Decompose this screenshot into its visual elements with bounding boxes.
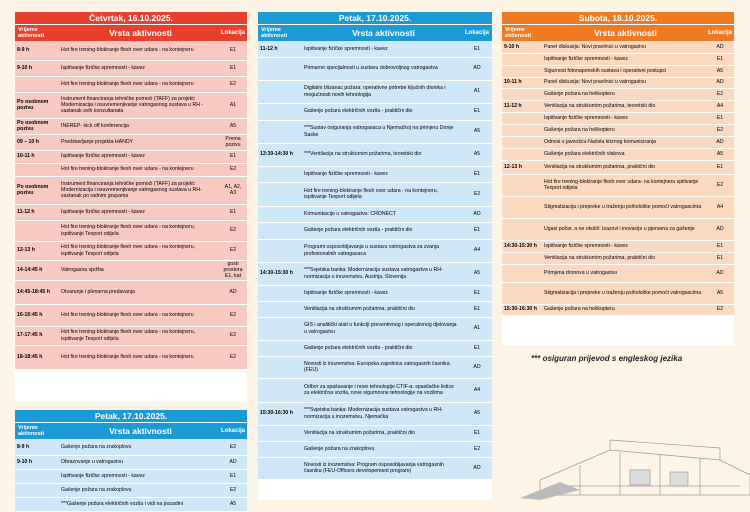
schedule-row (502, 100, 734, 112)
time-cell (258, 425, 302, 441)
time-cell: 09 – 10 h (15, 134, 59, 150)
friday-small-column-header (15, 422, 247, 439)
time-cell (258, 441, 302, 457)
location-cell: E1 (219, 60, 247, 76)
schedule-row (15, 204, 247, 220)
activity-cell: Programi osposobljavanja u sustavu vatrogastva za zvanja profesionalnih vatrogasaca (302, 239, 462, 262)
time-cell: 8-9 h (15, 41, 59, 60)
time-cell: Po osobnom pozivu (15, 118, 59, 134)
location-cell: A5 (706, 65, 734, 77)
activity-cell: Hot fire trening-blokiranje flesh over udara - na kontejneru (59, 345, 219, 369)
schedule-row (258, 182, 492, 206)
schedule-row (502, 53, 734, 65)
activity-cell: ***Sustav osiguranja vatrogasaca u Njemačkoj na primjeru Donje Saske (302, 120, 462, 143)
activity-cell: Vatrogasna vježba (59, 260, 219, 280)
activity-cell: Ventilacija na strukturnim požarima, praktični dio (542, 160, 706, 174)
schedule-row (258, 120, 492, 143)
time-header: Vrijeme aktivnosti (18, 425, 45, 437)
location-cell: E1 (219, 204, 247, 220)
time-cell (258, 301, 302, 317)
time-cell: 15:30-16:30 h (502, 304, 542, 315)
activity-cell: Ispitivanje fizičke spremnosti - kavez (302, 166, 462, 182)
location-cell: A1 (462, 317, 492, 340)
time-header: Vrijeme aktivnosti (18, 27, 45, 39)
friday-small-schedule (15, 410, 247, 507)
translation-footnote: *** osiguran prijevod s engleskog jezika (531, 354, 683, 363)
activity-cell: Hot fire trening-blokiranje flesh over udara - na kontejneru, ispitivanje Texport odijela (59, 241, 219, 260)
location-cell: AD (462, 457, 492, 479)
location-cell: A5 (462, 120, 492, 143)
schedule-row (502, 304, 734, 315)
schedule-row (258, 239, 492, 262)
schedule-row (258, 166, 492, 182)
activity-cell: Gašenje požara na helikopteru (542, 124, 706, 136)
activity-cell: Otvaranje i plenarna predavanja (59, 280, 219, 304)
location-cell: E1 (462, 301, 492, 317)
location-cell: A4 (706, 196, 734, 218)
saturday-table (502, 41, 734, 316)
thursday-column-header (15, 24, 247, 41)
time-cell: 8-9 h (15, 439, 59, 455)
schedule-row (502, 148, 734, 160)
location-cell: E1 (219, 469, 247, 483)
activity-cell: Instrument financiranja tehničke pomoći (TAFF) za projekt: Modernizacija i osuvremenjivanje vatrogasnog sustava u RH - sastanak svih konzultanata (59, 92, 219, 118)
time-cell: Po osobnom pozivu (15, 176, 59, 204)
schedule-row (258, 457, 492, 479)
time-cell: 18-18:45 h (15, 345, 59, 369)
time-cell: 10-11 h (15, 150, 59, 163)
schedule-row (258, 262, 492, 285)
time-cell (258, 378, 302, 402)
location-cell: E2 (219, 220, 247, 241)
location-cell: E1 (706, 112, 734, 124)
time-cell (258, 57, 302, 80)
location-cell: E1 (706, 240, 734, 252)
activity-cell: Predstavljanje projekta HANDY (59, 134, 219, 150)
activity-header: Vrsta aktivnosti (109, 28, 172, 38)
schedule-row (502, 282, 734, 304)
schedule-row (502, 240, 734, 252)
time-cell (502, 282, 542, 304)
time-cell (258, 317, 302, 340)
saturday-title: Subota, 18.10.2025. (502, 12, 734, 24)
location-cell: E1 (706, 53, 734, 65)
friday-small-title: Petak, 17.10.2025. (15, 410, 247, 422)
location-cell: AD (462, 356, 492, 378)
friday-column-header (258, 24, 492, 41)
schedule-row (502, 65, 734, 77)
location-header: Lokacija (464, 30, 489, 36)
location-cell: A4 (462, 378, 492, 402)
location-cell: E2 (462, 441, 492, 457)
time-cell: 11-12 h (15, 204, 59, 220)
schedule-row (258, 441, 492, 457)
time-cell: 15:30-16:30 h (258, 402, 302, 425)
activity-cell: Gašenje požara na helikopteru (542, 304, 706, 315)
time-cell: 9-10 h (502, 41, 542, 53)
time-cell: 14:30-15:30 h (502, 240, 542, 252)
activity-cell: Ventilacija na strukturnim požarima, praktični dio (542, 252, 706, 264)
time-cell (502, 196, 542, 218)
time-cell (258, 103, 302, 120)
time-cell: Po osobnom pozivu (15, 92, 59, 118)
location-cell: A4 (462, 239, 492, 262)
activity-cell: Instrument financiranja tehničke pomoći (TAFF) za projekt: Modernizacija i osuvremenjivanje vatrogasnog sustava u RH- sastanak po radnim grupama (59, 176, 219, 204)
activity-cell: Hot fire trening-blokiranje flesh over udara - na kontejneru (59, 41, 219, 60)
schedule-row (258, 57, 492, 80)
location-cell: A5 (706, 282, 734, 304)
schedule-row (15, 469, 247, 483)
location-cell: A4 (706, 100, 734, 112)
activity-cell: Stigmatizacija i prepreke u traženju psihološke pomoći vatrogascima (542, 282, 706, 304)
activity-cell: Ispitivanje fizičke spremnosti - kavez (542, 240, 706, 252)
activity-cell: Hot fire trening-blokiranje flesh over udara - na kontejneru, ispitivanje Texport odijela (59, 326, 219, 345)
schedule-row (502, 160, 734, 174)
schedule-row (502, 196, 734, 218)
location-cell: E2 (706, 124, 734, 136)
schedule-row (15, 60, 247, 76)
activity-cell: Ispitivanje fizičke spremnosti - kavez (542, 112, 706, 124)
schedule-row (15, 163, 247, 176)
time-cell (15, 497, 59, 511)
time-cell (15, 220, 59, 241)
location-cell: E2 (219, 76, 247, 92)
location-cell: A1 (462, 80, 492, 103)
time-cell: 16-16:45 h (15, 304, 59, 326)
schedule-row (15, 280, 247, 304)
time-cell (258, 182, 302, 206)
location-header: Lokacija (220, 30, 245, 36)
activity-cell: Ispitivanje fizičke spremnosti - kavez (59, 150, 219, 163)
location-cell: E1 (219, 150, 247, 163)
time-cell (258, 80, 302, 103)
schedule-row (258, 41, 492, 57)
location-header: Lokacija (220, 428, 245, 434)
time-cell (258, 285, 302, 301)
location-cell: E1 (219, 41, 247, 60)
time-cell (15, 483, 59, 497)
location-cell: AD (462, 57, 492, 80)
activity-cell: Odnosi s javnošću-Načela kriznog komuniciranja (542, 136, 706, 148)
schedule-row (502, 264, 734, 282)
activity-cell: Hot fire trening-blokiranje flesh over udara - na kontejneru, ispitivanje Texport odijela (59, 220, 219, 241)
activity-cell: ***Ventilacija na strukturnim požarima, teoretski dio (302, 143, 462, 166)
activity-cell: Stigmatizacija i prepreke u traženju psihološke pomoći vatrogascima (542, 196, 706, 218)
activity-cell: Gašenje požara električnih vozila - praktični dio (302, 340, 462, 356)
activity-cell: Ispitivanje fizičke spremnosti - kavez (59, 204, 219, 220)
activity-cell: Primarne specijalnosti u sustavu dobrovoljnog vatrogastva (302, 57, 462, 80)
location-cell: A5 (462, 402, 492, 425)
schedule-row (15, 220, 247, 241)
schedule-row (258, 222, 492, 239)
schedule-row (258, 425, 492, 441)
location-cell: E2 (219, 483, 247, 497)
activity-cell: Gašenje požara električnih vlakova (542, 148, 706, 160)
schedule-row (15, 483, 247, 497)
time-cell: 11-12 h (258, 41, 302, 57)
time-cell (502, 252, 542, 264)
location-cell: A1, A2, A3 (219, 176, 247, 204)
schedule-row (15, 326, 247, 345)
time-cell: 9-10 h (15, 455, 59, 469)
schedule-row (15, 455, 247, 469)
location-cell: Prema pozivu (219, 134, 247, 150)
location-cell: A5 (462, 262, 492, 285)
friday-title: Petak, 17.10.2025. (258, 12, 492, 24)
activity-cell: Ventilacija na strukturnim požarima, praktični dio (302, 425, 462, 441)
activity-cell: Komunikacije u vatrogastvu: CRONECT (302, 206, 462, 222)
schedule-row (15, 92, 247, 118)
time-cell (502, 88, 542, 100)
time-cell (502, 148, 542, 160)
thursday-schedule (15, 12, 247, 402)
building-sketch-illustration (520, 420, 750, 500)
activity-header: Vrsta aktivnosti (109, 426, 172, 436)
schedule-row (15, 241, 247, 260)
schedule-row (258, 206, 492, 222)
schedule-row (258, 402, 492, 425)
time-cell: 12-13 h (15, 241, 59, 260)
schedule-row (15, 150, 247, 163)
location-cell: E2 (706, 174, 734, 196)
time-cell (502, 174, 542, 196)
time-cell (502, 65, 542, 77)
saturday-schedule (502, 12, 734, 345)
schedule-row (15, 176, 247, 204)
schedule-row (502, 77, 734, 88)
activity-cell: INEREP- kick off konferencija (59, 118, 219, 134)
time-cell: 9-10 h (15, 60, 59, 76)
location-cell: E1 (462, 41, 492, 57)
schedule-row (15, 118, 247, 134)
activity-cell: ***Gašenje požara električnih vozila i vidi na pozadini (59, 497, 219, 511)
activity-cell: Novosti iz inozemstva: Europska zajednica vatrogasnih časnika (FEU) (302, 356, 462, 378)
schedule-row (15, 76, 247, 92)
location-cell: E1 (462, 166, 492, 182)
activity-cell: Panel diskusija: Novi pravilnici u vatrogastvu (542, 41, 706, 53)
time-cell (502, 218, 542, 240)
saturday-column-header (502, 24, 734, 41)
activity-cell: ***Svjetska banka: Modernizacija sustava vatrogastva u RH- normizacija u inozemstvu, Njemačka (302, 402, 462, 425)
schedule-row (15, 345, 247, 369)
location-cell: E2 (219, 439, 247, 455)
schedule-row (258, 285, 492, 301)
schedule-row (502, 112, 734, 124)
location-cell: E2 (706, 304, 734, 315)
schedule-row (502, 41, 734, 53)
location-cell: E2 (462, 182, 492, 206)
location-cell: AD (706, 41, 734, 53)
time-cell (502, 124, 542, 136)
activity-cell: Ventilacija na strukturnim požarima, praktični dio (302, 301, 462, 317)
activity-cell: Ugasi požar, a ne okoliš: Izazovi i inovacije u pjenama za gašenje (542, 218, 706, 240)
activity-cell: Hot fire trening-blokiranje flesh over udara - na kontejneru (59, 163, 219, 176)
location-cell: E1 (462, 222, 492, 239)
thursday-table (15, 41, 247, 370)
location-cell: A5 (462, 143, 492, 166)
time-header: Vrijeme aktivnosti (505, 27, 532, 39)
time-cell: 14-14:45 h (15, 260, 59, 280)
activity-header: Vrsta aktivnosti (594, 28, 657, 38)
location-cell: AD (706, 136, 734, 148)
thursday-title: Četvrtak, 16.10.2025. (15, 12, 247, 24)
time-cell (258, 206, 302, 222)
location-cell: E2 (219, 241, 247, 260)
time-cell (258, 166, 302, 182)
location-cell: AD (219, 280, 247, 304)
time-cell (258, 239, 302, 262)
activity-cell: Hot fire trening-blokiranje flesh over udara - na kontejneru (59, 76, 219, 92)
location-cell: A1 (219, 92, 247, 118)
activity-cell: GIS i analitički alati u funkciji preventivnog i operativnog djelovanja u vatrogastvu (302, 317, 462, 340)
activity-cell: Gašenje požara na zrakoplovu (302, 441, 462, 457)
schedule-row (258, 103, 492, 120)
time-cell (502, 136, 542, 148)
location-cell: AD (706, 218, 734, 240)
activity-cell: Gašenje požara električnih vozila - praktični dio (302, 222, 462, 239)
time-cell: 17-17:45 h (15, 326, 59, 345)
activity-cell: Gašenje požara električnih vozila - praktični dio (302, 103, 462, 120)
time-header: Vrijeme aktivnosti (261, 27, 288, 39)
location-cell: E2 (219, 345, 247, 369)
activity-cell: Ispitivanje fizičke spremnosti - kavez (302, 41, 462, 57)
time-cell (502, 53, 542, 65)
schedule-row (502, 124, 734, 136)
time-cell (15, 76, 59, 92)
activity-cell: Sigurnost fotonaponskih sustava i operativni postupci (542, 65, 706, 77)
schedule-row (258, 301, 492, 317)
schedule-row (258, 80, 492, 103)
friday-table (258, 41, 492, 480)
schedule-row (502, 218, 734, 240)
time-cell: 10-11 h (502, 77, 542, 88)
time-cell (502, 264, 542, 282)
time-cell (15, 469, 59, 483)
time-cell: 12-13 h (502, 160, 542, 174)
schedule-row (502, 136, 734, 148)
location-header: Lokacija (707, 30, 732, 36)
schedule-row (15, 134, 247, 150)
schedule-row (15, 439, 247, 455)
activity-cell: Digitalni blizanac požara: operativne potrebe ključnih dionika i mogućnosti novih tehnologija (302, 80, 462, 103)
schedule-row (15, 260, 247, 280)
location-cell: gosti prostora E1, kat (219, 260, 247, 280)
schedule-row (258, 340, 492, 356)
time-cell (15, 163, 59, 176)
time-cell (258, 120, 302, 143)
schedule-row (258, 378, 492, 402)
time-cell (258, 356, 302, 378)
location-cell: E2 (706, 88, 734, 100)
schedule-row (258, 317, 492, 340)
activity-cell: Hot fire trening-blokiranje flesh over udara- na kontejneru spitivanje Texport odijela (542, 174, 706, 196)
location-cell: E1 (462, 340, 492, 356)
activity-cell: Gašenje požara na zrakoplovu (59, 483, 219, 497)
activity-cell: Gašenje požara na helikopteru (542, 88, 706, 100)
time-cell: 14:45-18:45 h (15, 280, 59, 304)
location-cell: AD (219, 455, 247, 469)
activity-cell: Odbor za spašavanje i nove tehnologije CTIF-a: spasilačke listice za električna vozila, nove sigurnosne tehnologije na vozilima (302, 378, 462, 402)
activity-cell: Ispitivanje fizičke spremnosti - kavez (542, 53, 706, 65)
activity-cell: Panel diskusija: Novi pravilnici u vatrogastvu (542, 77, 706, 88)
activity-cell: Ventilacija na strukturnim požarima, teoretski dio (542, 100, 706, 112)
location-cell: E1 (706, 252, 734, 264)
activity-cell: Ispitivanje fizičke spremnosti - kavez (59, 60, 219, 76)
activity-cell: ***Svjetska banka: Modernizacija sustava vatrogastva u RH- normizacija u inozemstvu, Austrija, Slovenija (302, 262, 462, 285)
schedule-row (502, 88, 734, 100)
location-cell: E1 (706, 160, 734, 174)
friday-small-table (15, 439, 247, 512)
location-cell: E1 (462, 425, 492, 441)
location-cell: E1 (462, 103, 492, 120)
location-cell: A5 (219, 497, 247, 511)
time-cell (258, 340, 302, 356)
activity-cell: Ispitivanje fizičke spremnosti - kavez (302, 285, 462, 301)
time-cell: 13:30-14:30 h (258, 143, 302, 166)
activity-cell: Gašenje požara na zrakoplovu (59, 439, 219, 455)
location-cell: E2 (219, 304, 247, 326)
activity-cell: Hot fire trening-blokiranje flesh over udara - na kontejneru, ispitivanje Texport odijela (302, 182, 462, 206)
time-cell: 14:30-15:30 h (258, 262, 302, 285)
schedule-row (502, 174, 734, 196)
time-cell (502, 112, 542, 124)
location-cell: A5 (706, 148, 734, 160)
activity-header: Vrsta aktivnosti (352, 28, 415, 38)
location-cell: E1 (462, 285, 492, 301)
location-cell: AD (706, 77, 734, 88)
time-cell (258, 222, 302, 239)
schedule-row (258, 143, 492, 166)
activity-cell: Novosti iz inozemstva: Program osposobljavanja vatrogasnih časnika (FEU-Officers developement program) (302, 457, 462, 479)
schedule-row (15, 304, 247, 326)
schedule-row (15, 41, 247, 60)
schedule-row (502, 252, 734, 264)
location-cell: AD (462, 206, 492, 222)
activity-cell: Ispitivanje fizičke spremnosti - kavez (59, 469, 219, 483)
location-cell: A5 (219, 118, 247, 134)
activity-cell: Primjena dronova u vatrogastvu (542, 264, 706, 282)
location-cell: E2 (219, 163, 247, 176)
activity-cell: Hot fire trening-blokiranje flesh over udara - na kontejneru (59, 304, 219, 326)
schedule-row (258, 356, 492, 378)
time-cell: 11-12 h (502, 100, 542, 112)
location-cell: E2 (219, 326, 247, 345)
friday-schedule (258, 12, 492, 500)
activity-cell: Obrazovanje u vatrogastvu (59, 455, 219, 469)
schedule-row (15, 497, 247, 511)
location-cell: AD (706, 264, 734, 282)
time-cell (258, 457, 302, 479)
